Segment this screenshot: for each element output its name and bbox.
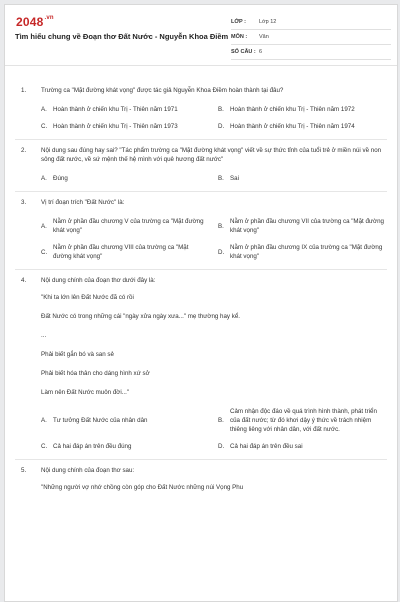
option-text: Tư tưởng Đất Nước của nhân dân bbox=[53, 417, 148, 424]
poem-line: Đất Nước có trong những cái "ngày xửa ngày xưa..." mẹ thường hay kể. bbox=[41, 313, 241, 320]
question-number: 2. bbox=[21, 147, 27, 154]
options-grid bbox=[41, 217, 385, 261]
option-b[interactable] bbox=[218, 407, 385, 434]
poem-line: Làm nên Đất Nước muôn đời..." bbox=[41, 389, 130, 396]
poem-line: ... bbox=[41, 332, 47, 339]
document-title: Tìm hiểu chung về Đoạn thơ Đất Nước - Nguyễn Khoa Điềm bbox=[15, 32, 229, 41]
option-text: Nằm ở phần đầu chương V của trường ca "Mặt đường khát vọng" bbox=[53, 218, 204, 234]
option-b[interactable] bbox=[218, 174, 385, 183]
question-text: Trường ca "Mặt đường khát vọng" được tác giả Nguyễn Khoa Điềm hoàn thành tại đâu? bbox=[41, 87, 284, 94]
option-text: Nằm ở phần đầu chương VIII của trường ca "Mặt đường khát vọng" bbox=[53, 244, 189, 260]
option-d[interactable] bbox=[218, 243, 385, 261]
option-label: C. bbox=[41, 443, 48, 450]
option-text: Hoàn thành ở chiến khu Trị - Thiên năm 1972 bbox=[230, 106, 355, 113]
poem-line: Phải biết hóa thân cho dáng hình xứ sở bbox=[41, 370, 150, 377]
option-text: Hoàn thành ở chiến khu Trị - Thiên năm 1974 bbox=[230, 123, 355, 130]
question-number: 3. bbox=[21, 199, 27, 206]
option-label: B. bbox=[218, 106, 224, 113]
option-label: A. bbox=[41, 175, 47, 182]
meta-label: MÔN : bbox=[231, 34, 248, 40]
option-text: Đúng bbox=[53, 175, 68, 182]
question-1 bbox=[5, 66, 397, 139]
poem-line: "Khi ta lớn lên Đất Nước đã có rồi bbox=[41, 294, 134, 301]
poem-line: Phải biết gắn bó và san sẻ bbox=[41, 351, 114, 358]
option-text: Nằm ở phần đầu chương IX của trường ca "Mặt đường khát vọng" bbox=[230, 244, 383, 260]
option-label: D. bbox=[218, 123, 225, 130]
option-text: Cảm nhận độc đáo về quá trình hình thành, phát triển của đất nước; từ đó khơi dậy ý thức về trách nhiệm thiêng liêng với nhân dân, với đất nước. bbox=[230, 408, 377, 433]
option-label: A. bbox=[41, 417, 47, 424]
question-text: Nội dung chính của đoạn thơ dưới đây là: bbox=[41, 277, 156, 284]
option-label: D. bbox=[218, 248, 225, 256]
question-text: Vị trí đoạn trích "Đất Nước" là: bbox=[41, 199, 125, 206]
option-d[interactable] bbox=[218, 122, 385, 131]
option-a[interactable] bbox=[41, 174, 208, 183]
document-header bbox=[5, 5, 397, 66]
meta-label: SỐ CÂU : bbox=[231, 49, 256, 55]
meta-value: 6 bbox=[259, 49, 263, 55]
question-4 bbox=[5, 270, 397, 459]
option-c[interactable] bbox=[41, 243, 208, 261]
option-d[interactable] bbox=[218, 442, 385, 451]
poem-passage bbox=[41, 483, 385, 492]
document-page bbox=[4, 4, 398, 602]
options-grid bbox=[41, 174, 385, 183]
option-label: B. bbox=[218, 417, 224, 424]
options-grid bbox=[41, 105, 385, 131]
option-label: C. bbox=[41, 123, 48, 130]
question-number: 5. bbox=[21, 467, 27, 474]
option-a[interactable] bbox=[41, 407, 208, 434]
option-text: Cả hai đáp án trên đều sai bbox=[230, 443, 303, 450]
question-5 bbox=[5, 460, 397, 510]
meta-table bbox=[231, 15, 391, 60]
meta-value: Văn bbox=[259, 34, 269, 40]
question-3 bbox=[5, 192, 397, 269]
question-number: 4. bbox=[21, 277, 27, 284]
meta-class-row bbox=[231, 15, 391, 30]
option-a[interactable] bbox=[41, 217, 208, 235]
option-label: B. bbox=[218, 222, 224, 230]
option-c[interactable] bbox=[41, 442, 208, 451]
option-b[interactable] bbox=[218, 217, 385, 235]
question-2 bbox=[5, 140, 397, 191]
question-text: Nội dung sau đúng hay sai? "Tác phẩm trường ca "Mặt đường khát vọng" viết về sự thức tỉnh của tuổi trẻ ở miền núi về non sông đất nước, về sứ mệnh thế hệ mình với quê hương đất nước" bbox=[41, 147, 382, 163]
option-label: A. bbox=[41, 106, 47, 113]
options-grid bbox=[41, 407, 385, 451]
question-text: Nội dung chính của đoạn thơ sau: bbox=[41, 467, 135, 474]
option-text: Cả hai đáp án trên đều đúng bbox=[53, 443, 132, 450]
meta-label: LỚP : bbox=[231, 19, 246, 25]
option-label: B. bbox=[218, 175, 224, 182]
option-label: D. bbox=[218, 443, 225, 450]
site-logo[interactable] bbox=[16, 15, 54, 29]
option-label: C. bbox=[41, 248, 48, 256]
meta-subject-row bbox=[231, 30, 391, 45]
option-text: Hoàn thành ở chiến khu Trị - Thiên năm 1973 bbox=[53, 123, 178, 130]
option-c[interactable] bbox=[41, 122, 208, 131]
option-text: Sai bbox=[230, 175, 239, 182]
meta-count-row bbox=[231, 45, 391, 60]
logo-suffix: .vn bbox=[44, 15, 54, 21]
meta-value: Lớp 12 bbox=[259, 19, 277, 25]
option-b[interactable] bbox=[218, 105, 385, 114]
question-number: 1. bbox=[21, 87, 27, 94]
option-text: Nằm ở phần đầu chương VII của trường ca "Mặt đường khát vọng" bbox=[230, 218, 384, 234]
option-label: A. bbox=[41, 222, 47, 230]
option-text: Hoàn thành ở chiến khu Trị - Thiên năm 1971 bbox=[53, 106, 178, 113]
logo-text: 2048 bbox=[16, 15, 44, 29]
poem-line: "Những người vợ nhớ chồng còn góp cho Đất Nước những núi Vọng Phu bbox=[41, 484, 244, 491]
option-a[interactable] bbox=[41, 105, 208, 114]
poem-passage bbox=[41, 293, 385, 397]
